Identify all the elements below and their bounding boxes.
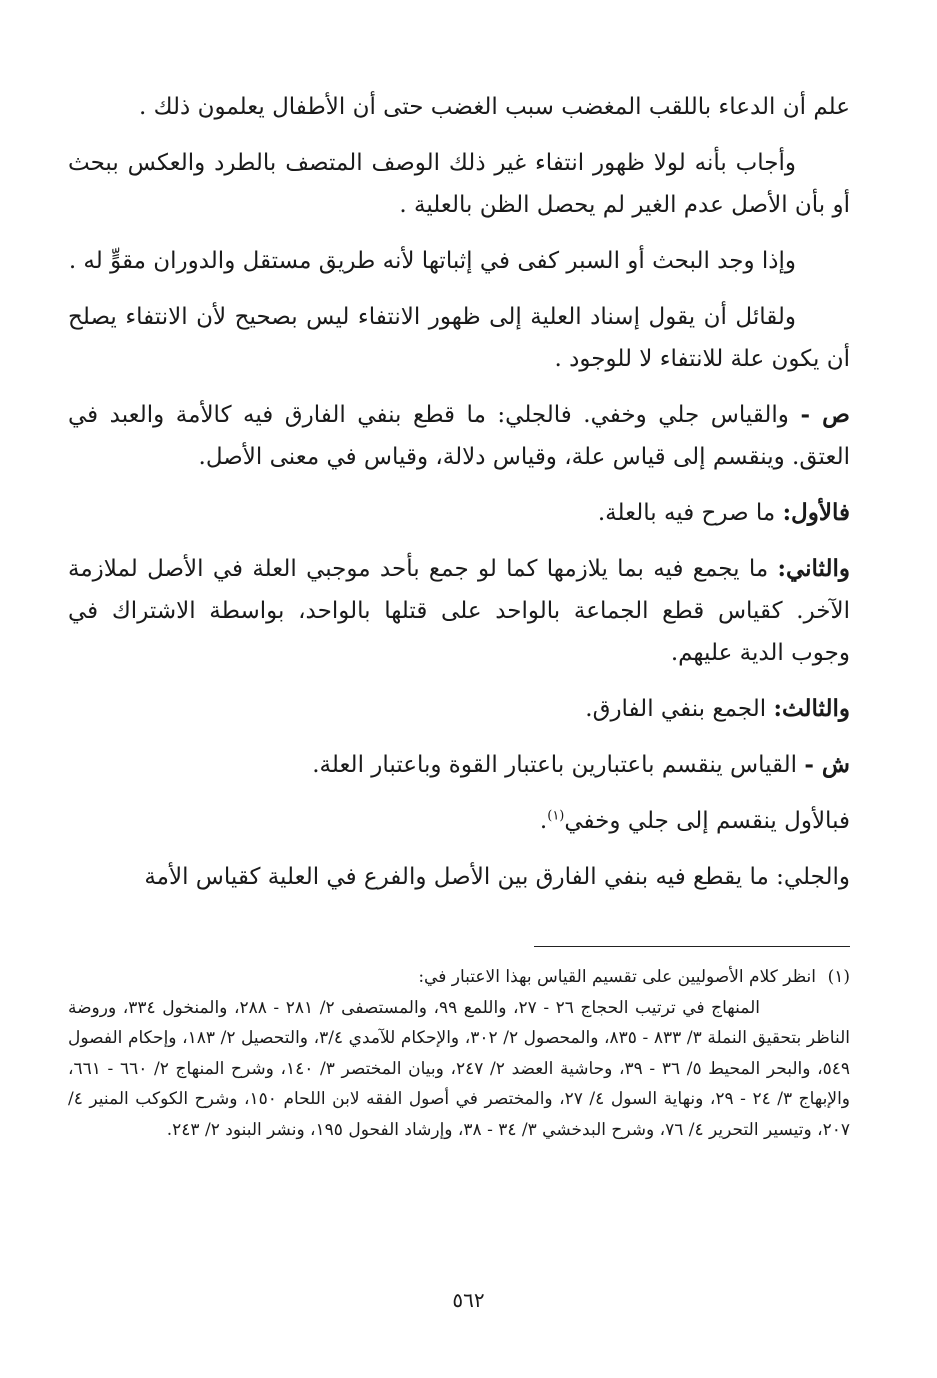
- paragraph-6: [68, 492, 850, 534]
- footnote-marker: (١): [827, 967, 850, 987]
- footnote-head-text: انظر كلام الأصوليين على تقسيم القياس بهذا الاعتبار في:: [418, 967, 816, 987]
- footnote-reference[interactable]: (١): [547, 808, 565, 824]
- paragraph-1: [68, 86, 850, 128]
- paragraph-label: ص -: [800, 401, 850, 428]
- paragraph-text: والقياس جلي وخفي. فالجلي: ما قطع بنفي الفارق فيه كالأمة والعبد في العتق. وينقسم إلى قياس علة، وقياس دلالة، وقياس في معنى الأصل.: [68, 402, 850, 470]
- page-number: ٥٦٢: [452, 1288, 485, 1312]
- paragraph-text: ولقائل أن يقول إسناد العلية إلى ظهور الانتفاء ليس بصحيح لأن الانتفاء يصلح أن يكون علة للانتفاء لا للوجود .: [68, 304, 850, 372]
- footnote-divider: [534, 946, 850, 947]
- paragraph-text: علم أن الدعاء باللقب المغضب سبب الغضب حتى أن الأطفال يعلمون ذلك .: [139, 94, 850, 120]
- paragraph-text: فبالأول ينقسم إلى جلي وخفي: [564, 808, 850, 834]
- paragraph-label: والثالث:: [773, 695, 850, 722]
- paragraph-label: ش -: [804, 751, 850, 778]
- paragraph-tail: .: [539, 808, 548, 834]
- paragraph-label: فالأول:: [782, 499, 850, 526]
- paragraph-10: [68, 800, 850, 842]
- paragraph-text: ما صرح فيه بالعلة.: [597, 500, 783, 526]
- paragraph-text: وأجاب بأنه لولا ظهور انتفاء غير ذلك الوصف المتصف بالطرد والعكس ببحث أو بأن الأصل عدم الغير لم يحصل الظن بالعلية .: [68, 150, 850, 218]
- paragraph-11: [68, 856, 850, 898]
- footnote-1-head: [68, 962, 850, 993]
- paragraph-label: والثاني:: [777, 555, 850, 582]
- paragraph-3: [68, 240, 850, 282]
- paragraph-8: [68, 688, 850, 730]
- paragraph-text: الجمع بنفي الفارق.: [585, 696, 774, 722]
- footnotes: [68, 962, 850, 1145]
- paragraph-9: [68, 744, 850, 786]
- footnote-1-body: المنهاج في ترتيب الحجاج ٢٦ - ٢٧، واللمع ٩٩، والمستصفى ٢/ ٢٨١ - ٢٨٨، والمنخول ٣٣٤، وروضة الناظر بتحقيق النملة ٣/ ٨٣٣ - ٨٣٥، والمحصول ٢/ ٣٠٢، والإحكام للآمدي ٣/٤، والتحصيل ٢/ ١٨٣، وإحكام الفصول ٥٤٩، والبحر المحيط ٥/ ٣٦ - ٣٩، وحاشية العضد ٢/ ٢٤٧، وبيان المختصر ٣/ ١٤٠، وشرح المنهاج ٢/ ٦٦٠ - ٦٦١، والإبهاج ٣/ ٢٤ - ٢٩، ونهاية السول ٤/ ٢٧، والمختصر في أصول الفقه لابن اللحام ١٥٠، وشرح الكوكب المنير ٤/ ٢٠٧، وتيسير التحرير ٤/ ٧٦، وشرح البدخشي ٣/ ٣٤ - ٣٨، وإرشاد الفحول ١٩٥، ونشر البنود ٢/ ٢٤٣.: [68, 997, 850, 1140]
- paragraph-text: والجلي: ما يقطع فيه بنفي الفارق بين الأصل والفرع في العلية كقياس الأمة: [144, 864, 850, 890]
- paragraph-text: ما يجمع فيه بما يلازمها كما لو جمع بأحد موجبي العلة في الأصل لملازمة الآخر. كقياس قطع الجماعة بالواحد على قتلها بالواحد، بواسطة الاشتراك في وجوب الدية عليهم.: [68, 556, 850, 666]
- paragraph-text: القياس ينقسم باعتبارين باعتبار القوة وباعتبار العلة.: [312, 752, 805, 778]
- paragraph-7: [68, 548, 850, 674]
- main-text: [68, 86, 850, 912]
- paragraph-5: [68, 394, 850, 478]
- paragraph-2: [68, 142, 850, 226]
- paragraph-text: وإذا وجد البحث أو السبر كفى في إثباتها لأنه طريق مستقل والدوران مقوٍّ له .: [68, 248, 796, 274]
- paragraph-4: [68, 296, 850, 380]
